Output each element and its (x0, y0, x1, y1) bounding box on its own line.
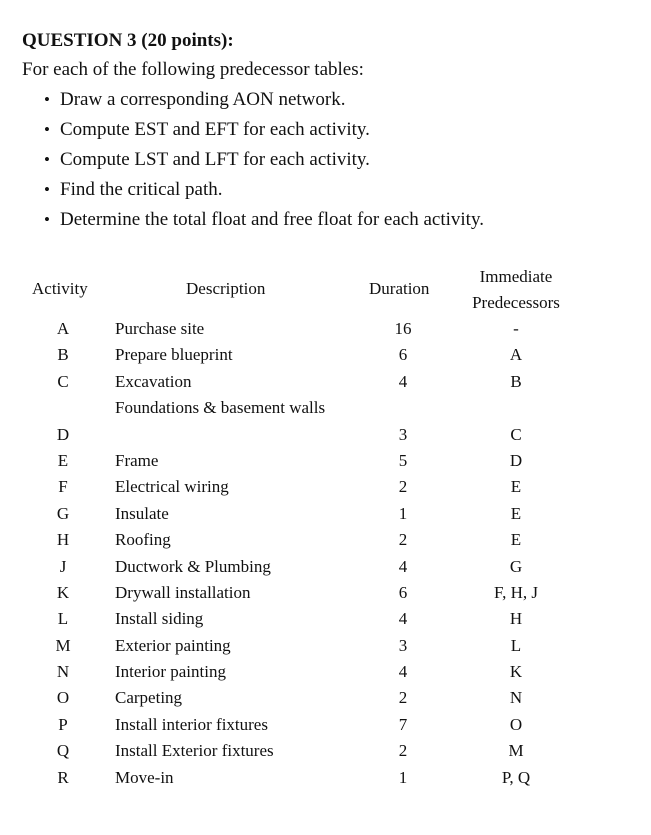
cell-predecessors: H (509, 609, 523, 629)
cell-duration: 1 (398, 767, 408, 787)
cell-description: Move-in (115, 767, 174, 787)
cell-description: Excavation (115, 371, 192, 391)
table-row (0, 342, 651, 368)
header-description: Description (186, 279, 266, 298)
cell-activity: B (57, 345, 69, 365)
cell-predecessors: D (509, 450, 523, 470)
cell-duration: 3 (398, 424, 408, 444)
cell-description: Insulate (115, 503, 169, 523)
cell-activity: O (56, 688, 70, 708)
cell-predecessors: M (508, 741, 524, 761)
table-row (0, 659, 651, 685)
cell-duration: 5 (398, 450, 408, 470)
task-list (44, 89, 484, 239)
task-text: Compute EST and EFT for each activity. (60, 119, 370, 140)
cell-predecessors: F, H, J (494, 582, 538, 602)
header-predecessors-line1: Immediate (479, 267, 553, 286)
task-item (44, 209, 484, 239)
cell-description: Install Exterior fixtures (115, 741, 274, 761)
cell-activity: C (57, 371, 69, 391)
table-row (0, 474, 651, 500)
bullet-icon: • (44, 90, 50, 109)
cell-activity: P (58, 714, 68, 734)
cell-description: Install siding (115, 609, 204, 629)
cell-description: Electrical wiring (115, 477, 229, 497)
cell-duration: 6 (398, 582, 408, 602)
cell-activity: G (56, 503, 70, 523)
cell-description: Interior painting (115, 662, 226, 682)
cell-duration: 16 (394, 319, 412, 338)
cell-description: Ductwork & Plumbing (115, 556, 271, 576)
header-activity: Activity (32, 279, 88, 298)
cell-predecessors: E (510, 530, 522, 550)
cell-activity: M (55, 635, 71, 655)
cell-activity: J (59, 556, 67, 576)
table-row (0, 527, 651, 553)
table-row (0, 316, 651, 342)
bullet-icon: • (44, 120, 50, 139)
cell-activity: N (56, 662, 70, 682)
cell-predecessors: K (509, 662, 523, 682)
table-row (0, 501, 651, 527)
table-row (0, 554, 651, 580)
table-row (0, 606, 651, 632)
cell-description: Roofing (115, 530, 171, 550)
cell-activity: E (57, 450, 69, 470)
table-row (0, 448, 651, 474)
cell-activity: A (56, 319, 70, 338)
cell-activity: D (56, 424, 70, 444)
task-item (44, 179, 484, 209)
cell-description: Install interior fixtures (115, 714, 268, 734)
cell-description: Frame (115, 450, 159, 470)
predecessor-table (0, 316, 651, 791)
task-text: Determine the total float and free float for each activity. (60, 209, 484, 230)
task-item (44, 89, 484, 119)
cell-description: Carpeting (115, 688, 183, 708)
cell-duration: 2 (398, 741, 408, 761)
cell-duration: 2 (398, 477, 408, 497)
cell-predecessors: E (510, 477, 522, 497)
cell-duration: 4 (398, 556, 408, 576)
task-item (44, 119, 484, 149)
table-row (0, 369, 651, 395)
cell-duration: 2 (398, 530, 408, 550)
question-title: QUESTION 3 (20 points): (22, 30, 234, 51)
cell-duration: 4 (398, 609, 408, 629)
cell-description: Foundations & basement walls (115, 398, 326, 418)
cell-activity: R (57, 767, 69, 787)
cell-predecessors: - (513, 319, 519, 338)
task-text: Draw a corresponding AON network. (60, 89, 346, 110)
task-text: Find the critical path. (60, 179, 223, 200)
cell-duration: 1 (398, 503, 408, 523)
cell-activity: L (57, 609, 69, 629)
task-item (44, 149, 484, 179)
cell-description: Purchase site (115, 319, 205, 338)
cell-predecessors: A (509, 345, 523, 365)
table-row (0, 765, 651, 791)
table-row (0, 738, 651, 764)
cell-description: Prepare blueprint (115, 345, 233, 365)
task-text: Compute LST and LFT for each activity. (60, 149, 370, 170)
cell-predecessors: O (509, 714, 523, 734)
bullet-icon: • (44, 180, 50, 199)
cell-duration: 7 (398, 714, 408, 734)
cell-description: Drywall installation (115, 582, 251, 602)
table-row (0, 685, 651, 711)
cell-duration: 3 (398, 635, 408, 655)
cell-predecessors: C (510, 424, 522, 444)
cell-predecessors: E (510, 503, 522, 523)
table-row (0, 395, 651, 448)
cell-activity: Q (56, 741, 70, 761)
cell-predecessors: L (510, 635, 522, 655)
cell-duration: 4 (398, 371, 408, 391)
cell-activity: K (56, 582, 70, 602)
cell-activity: H (56, 530, 70, 550)
header-duration: Duration (369, 279, 430, 298)
header-predecessors-line2: Predecessors (472, 293, 560, 312)
cell-description: Exterior painting (115, 635, 231, 655)
cell-predecessors: P, Q (501, 767, 531, 787)
cell-predecessors: G (509, 556, 523, 576)
table-row (0, 712, 651, 738)
cell-duration: 6 (398, 345, 408, 365)
bullet-icon: • (44, 210, 50, 229)
header-predecessors (460, 264, 572, 316)
table-row (0, 580, 651, 606)
question-intro: For each of the following predecessor tables: (22, 59, 364, 80)
cell-activity: F (58, 477, 68, 497)
table-row (0, 633, 651, 659)
cell-duration: 4 (398, 662, 408, 682)
cell-duration: 2 (398, 688, 408, 708)
bullet-icon: • (44, 150, 50, 169)
cell-predecessors: N (509, 688, 523, 708)
cell-predecessors: B (510, 371, 522, 391)
